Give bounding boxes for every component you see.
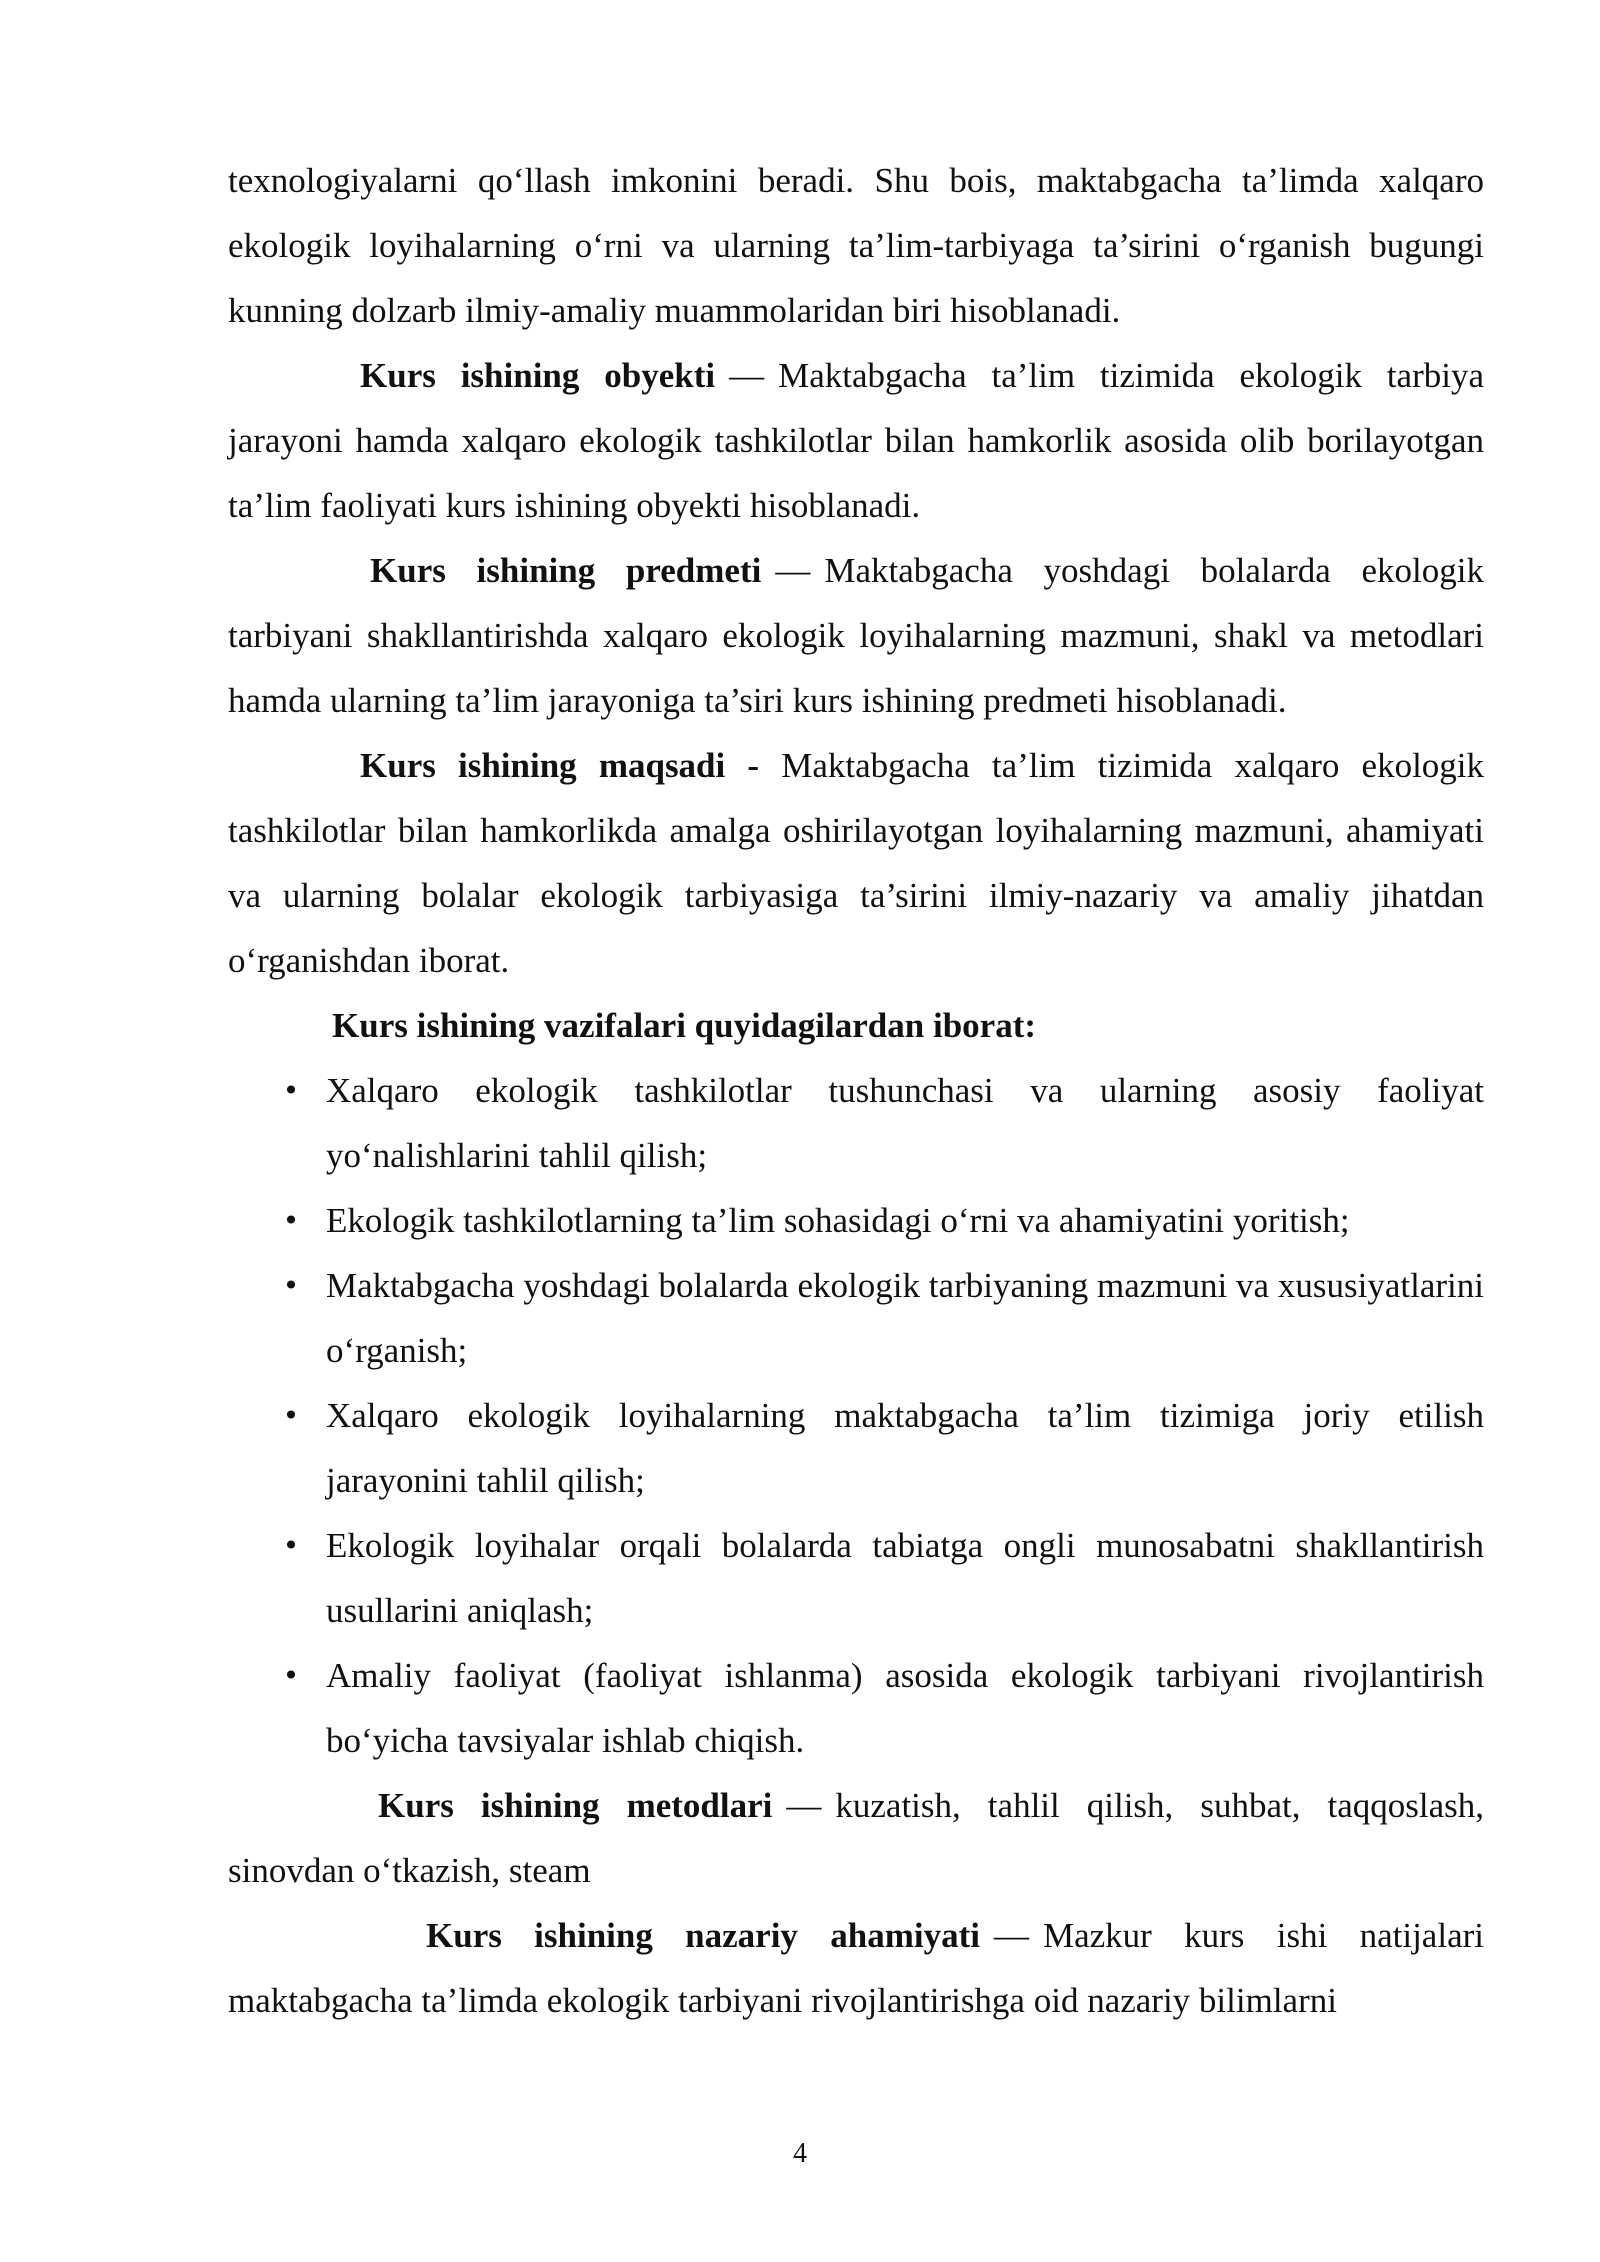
methods-dash: — [786,1786,822,1825]
page-number: 4 [793,2138,807,2169]
object-text: Maktabgacha ta’lim tizimida ekologik tarbiya jarayoni hamda xalqaro ekologik tashkilotlar bilan hamkorlik asosida olib borilayotgan ta’lim faoliyati kurs ishining obyekti hisoblanadi. [228,356,1484,525]
methods-paragraph [228,1773,1484,1903]
list-item [228,1643,1484,1773]
bullet-icon: • [282,1399,300,1432]
theory-dash: — [993,1916,1029,1955]
list-item [228,1253,1484,1383]
goal-text: Maktabgacha ta’lim tizimida xalqaro ekologik tashkilotlar bilan hamkorlikda amalga oshirilayotgan loyihalarning mazmuni, ahamiyati va ularning bolalar ekologik tarbiyasiga ta’sirini ilmiy-nazariy va amaliy jihatdan o‘rganishdan iborat. [228,746,1485,980]
subject-paragraph [228,538,1484,733]
theory-term: Kurs ishining nazariy ahamiyati [426,1916,980,1955]
list-item [228,1383,1484,1513]
theory-text: Mazkur kurs ishi natijalari maktabgacha ta’limda ekologik tarbiyani rivojlantirishga oid nazariy bilimlarni [228,1916,1484,2020]
intro-paragraph: texnologiyalarni qo‘llash imkonini beradi. Shu bois, maktabgacha ta’limda xalqaro ekologik loyihalarning o‘rni va ularning ta’lim-tarbiyaga ta’sirini o‘rganish bugungi kunning dolzarb ilmiy-amaliy muammolaridan biri hisoblanadi. [228,161,1484,330]
methods-text: kuzatish, tahlil qilish, suhbat, taqqoslash, sinovdan o‘tkazish, steam [228,1786,1484,1890]
tasks-heading: Kurs ishining vazifalari quyidagilardan iborat: [332,1006,1036,1045]
task-text: Maktabgacha yoshdagi bolalarda ekologik tarbiyaning mazmuni va xususiyatlarini o‘rganish; [326,1266,1484,1370]
task-text: Ekologik tashkilotlarning ta’lim sohasidagi o‘rni va ahamiyatini yoritish; [326,1201,1350,1240]
task-text: Amaliy faoliyat (faoliyat ishlanma) asosida ekologik tarbiyani rivojlantirish bo‘yicha tavsiyalar ishlab chiqish. [326,1656,1484,1760]
bullet-icon: • [282,1529,300,1562]
bullet-icon: • [282,1269,300,1302]
list-item [228,1188,1484,1253]
methods-term: Kurs ishining metodlari [378,1786,773,1825]
goal-paragraph [228,733,1484,993]
list-item [228,1513,1484,1643]
subject-dash: — [775,551,811,590]
object-term: Kurs ishining obyekti [360,356,716,395]
list-item [228,1058,1484,1188]
subject-text: Maktabgacha yoshdagi bolalarda ekologik tarbiyani shakllantirishda xalqaro ekologik loyihalarning mazmuni, shakl va metodlari hamda ularning ta’lim jarayoniga ta’siri kurs ishining predmeti hisoblanadi. [228,551,1484,720]
task-text: Xalqaro ekologik loyihalarning maktabgacha ta’lim tizimiga joriy etilish jarayonini tahlil qilish; [326,1396,1484,1500]
goal-term: Kurs ishining maqsadi - [360,746,760,785]
subject-term: Kurs ishining predmeti [370,551,762,590]
object-paragraph [228,343,1484,538]
task-text: Xalqaro ekologik tashkilotlar tushunchasi va ularning asosiy faoliyat yo‘nalishlarini tahlil qilish; [326,1071,1484,1175]
task-text: Ekologik loyihalar orqali bolalarda tabiatga ongli munosabatni shakllantirish usullarini aniqlash; [326,1526,1484,1630]
bullet-icon: • [282,1074,300,1107]
bullet-icon: • [282,1204,300,1237]
theory-paragraph [228,1903,1484,2033]
object-dash: — [729,356,765,395]
document-page [228,148,1484,2033]
tasks-list [228,1058,1484,1773]
bullet-icon: • [282,1659,300,1692]
